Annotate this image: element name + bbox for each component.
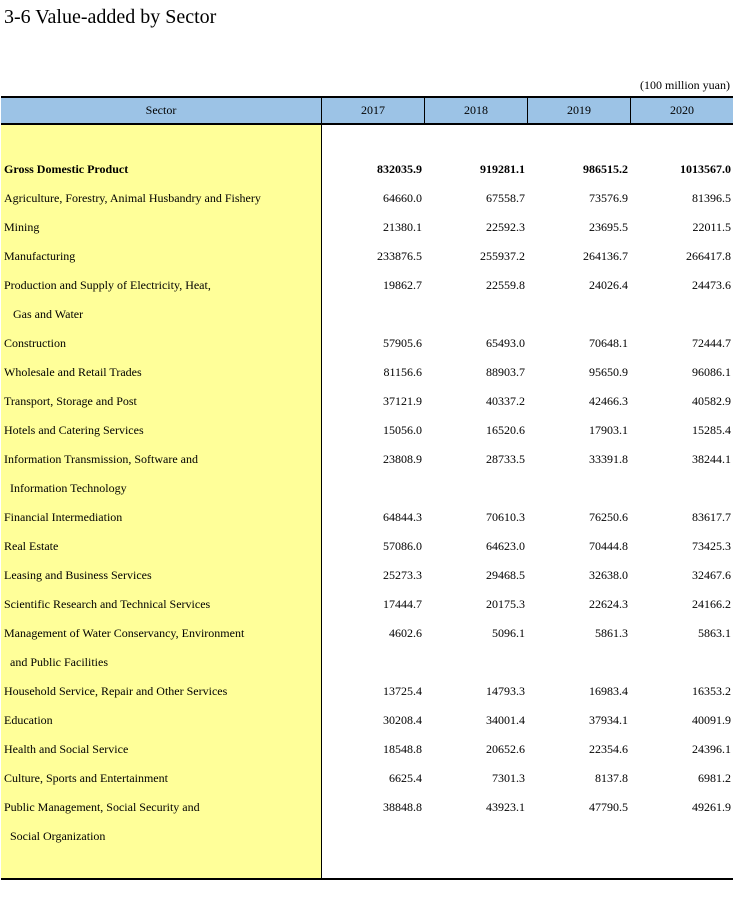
value-cell: 233876.5 (377, 249, 422, 263)
value-cell: 38848.8 (383, 800, 422, 814)
value-cell: 7301.3 (492, 771, 525, 785)
sector-label: Transport, Storage and Post (4, 394, 137, 408)
table-row (0, 619, 734, 669)
sector-label-continued: Gas and Water (4, 307, 84, 321)
table-row (0, 387, 734, 416)
value-cell: 22624.3 (589, 597, 628, 611)
table-row (0, 561, 734, 590)
sector-label: Scientific Research and Technical Services (4, 597, 211, 611)
value-cell: 20652.6 (486, 742, 525, 756)
value-cell: 72444.7 (692, 336, 731, 350)
table-header (1, 96, 733, 125)
value-cell: 42466.3 (589, 394, 628, 408)
sector-label: Education (4, 713, 53, 727)
sector-label: Household Service, Repair and Other Services (4, 684, 228, 698)
value-cell: 70444.8 (589, 539, 628, 553)
sector-label: Wholesale and Retail Trades (4, 365, 142, 379)
unit-label: (100 million yuan) (640, 78, 730, 92)
value-cell: 17444.7 (383, 597, 422, 611)
sector-label: Information Transmission, Software and (4, 452, 198, 466)
value-cell: 20175.3 (486, 597, 525, 611)
header-year: 2019 (528, 98, 631, 123)
value-cell: 32638.0 (589, 568, 628, 582)
value-cell: 95650.9 (589, 365, 628, 379)
header-sector: Sector (1, 98, 322, 123)
sector-label: Hotels and Catering Services (4, 423, 144, 437)
value-cell: 23695.5 (589, 220, 628, 234)
table-row (0, 213, 734, 242)
table-row (0, 416, 734, 445)
value-cell: 37934.1 (589, 713, 628, 727)
table-row (0, 793, 734, 843)
table-row (0, 677, 734, 706)
value-cell: 37121.9 (383, 394, 422, 408)
value-cell: 24166.2 (692, 597, 731, 611)
value-cell: 40337.2 (486, 394, 525, 408)
value-cell: 64844.3 (383, 510, 422, 524)
value-cell: 64623.0 (486, 539, 525, 553)
value-cell: 81156.6 (383, 365, 422, 379)
sector-label: Leasing and Business Services (4, 568, 152, 582)
table-row (0, 358, 734, 387)
sector-label: Public Management, Social Security and (4, 800, 200, 814)
sector-label: Management of Water Conservancy, Environment (4, 626, 245, 640)
value-cell: 5863.1 (698, 626, 731, 640)
value-cell: 5861.3 (595, 626, 628, 640)
value-cell: 17903.1 (589, 423, 628, 437)
value-cell: 22011.5 (692, 220, 731, 234)
sector-label: Mining (4, 220, 40, 234)
sector-label-continued: Social Organization (4, 829, 106, 843)
value-cell: 22354.6 (589, 742, 628, 756)
value-cell: 40582.9 (692, 394, 731, 408)
value-cell: 5096.1 (492, 626, 525, 640)
value-cell: 81396.5 (692, 191, 731, 205)
sector-label: Financial Intermediation (4, 510, 123, 524)
value-cell: 19862.7 (383, 278, 422, 292)
sector-label-continued: Information Technology (4, 481, 127, 495)
value-cell: 6625.4 (389, 771, 422, 785)
sector-label-continued: and Public Facilities (4, 655, 108, 669)
value-cell: 38244.1 (692, 452, 731, 466)
value-cell: 70648.1 (589, 336, 628, 350)
value-cell: 22559.8 (486, 278, 525, 292)
value-cell: 16983.4 (589, 684, 628, 698)
value-cell: 22592.3 (486, 220, 525, 234)
header-year: 2020 (670, 103, 694, 117)
sector-label: Agriculture, Forestry, Animal Husbandry and Fishery (4, 191, 261, 205)
table-row (0, 242, 734, 271)
value-cell: 96086.1 (692, 365, 731, 379)
value-cell: 25273.3 (383, 568, 422, 582)
value-cell: 14793.3 (486, 684, 525, 698)
table-row (0, 590, 734, 619)
table-row (0, 155, 734, 184)
value-cell: 33391.8 (589, 452, 628, 466)
value-cell: 57086.0 (383, 539, 422, 553)
table-row (0, 532, 734, 561)
sector-label: Manufacturing (4, 249, 76, 263)
value-cell: 43923.1 (486, 800, 525, 814)
value-cell: 16520.6 (486, 423, 525, 437)
table-row (0, 271, 734, 321)
value-cell: 255937.2 (480, 249, 525, 263)
value-cell: 83617.7 (692, 510, 731, 524)
value-cell: 23808.9 (383, 452, 422, 466)
value-cell: 88903.7 (486, 365, 525, 379)
value-cell: 29468.5 (486, 568, 525, 582)
table-row (0, 329, 734, 358)
table-row (0, 445, 734, 495)
value-cell: 73425.3 (692, 539, 731, 553)
value-cell: 65493.0 (486, 336, 525, 350)
table-bottom-rule (1, 878, 733, 880)
sector-label: Culture, Sports and Entertainment (4, 771, 168, 785)
value-cell: 6981.2 (698, 771, 731, 785)
value-cell: 832035.9 (377, 162, 422, 176)
table-row (0, 706, 734, 735)
sector-label: Real Estate (4, 539, 59, 553)
sector-label: Construction (4, 336, 66, 350)
value-cell: 24473.6 (692, 278, 731, 292)
table-row (0, 764, 734, 793)
value-cell: 986515.2 (583, 162, 628, 176)
value-cell: 30208.4 (383, 713, 422, 727)
value-cell: 34001.4 (486, 713, 525, 727)
value-cell: 32467.6 (692, 568, 731, 582)
value-cell: 49261.9 (692, 800, 731, 814)
value-cell: 57905.6 (383, 336, 422, 350)
value-cell: 70610.3 (486, 510, 525, 524)
sector-label: Gross Domestic Product (4, 162, 129, 176)
value-cell: 76250.6 (589, 510, 628, 524)
value-cell: 47790.5 (589, 800, 628, 814)
value-cell: 40091.9 (692, 713, 731, 727)
value-cell: 919281.1 (480, 162, 525, 176)
header-year: 2018 (425, 98, 528, 123)
value-cell: 18548.8 (383, 742, 422, 756)
value-cell: 1013567.0 (680, 162, 731, 176)
value-cell: 24026.4 (589, 278, 628, 292)
value-cell: 21380.1 (383, 220, 422, 234)
value-cell: 264136.7 (583, 249, 628, 263)
value-cell: 16353.2 (692, 684, 731, 698)
value-cell: 13725.4 (383, 684, 422, 698)
value-cell: 8137.8 (595, 771, 628, 785)
sector-label: Health and Social Service (4, 742, 129, 756)
value-cell: 15056.0 (383, 423, 422, 437)
value-cell: 266417.8 (686, 249, 731, 263)
value-cell: 24396.1 (692, 742, 731, 756)
value-cell: 67558.7 (486, 191, 525, 205)
table-row (0, 735, 734, 764)
value-cell: 4602.6 (389, 626, 422, 640)
page-title: 3-6 Value-added by Sector (4, 6, 217, 28)
table-row (0, 184, 734, 213)
table-row (0, 503, 734, 532)
header-year: 2017 (322, 98, 425, 123)
value-cell: 64660.0 (383, 191, 422, 205)
sector-label: Production and Supply of Electricity, Heat, (4, 278, 211, 292)
value-cell: 15285.4 (692, 423, 731, 437)
value-cell: 73576.9 (589, 191, 628, 205)
value-cell: 28733.5 (486, 452, 525, 466)
